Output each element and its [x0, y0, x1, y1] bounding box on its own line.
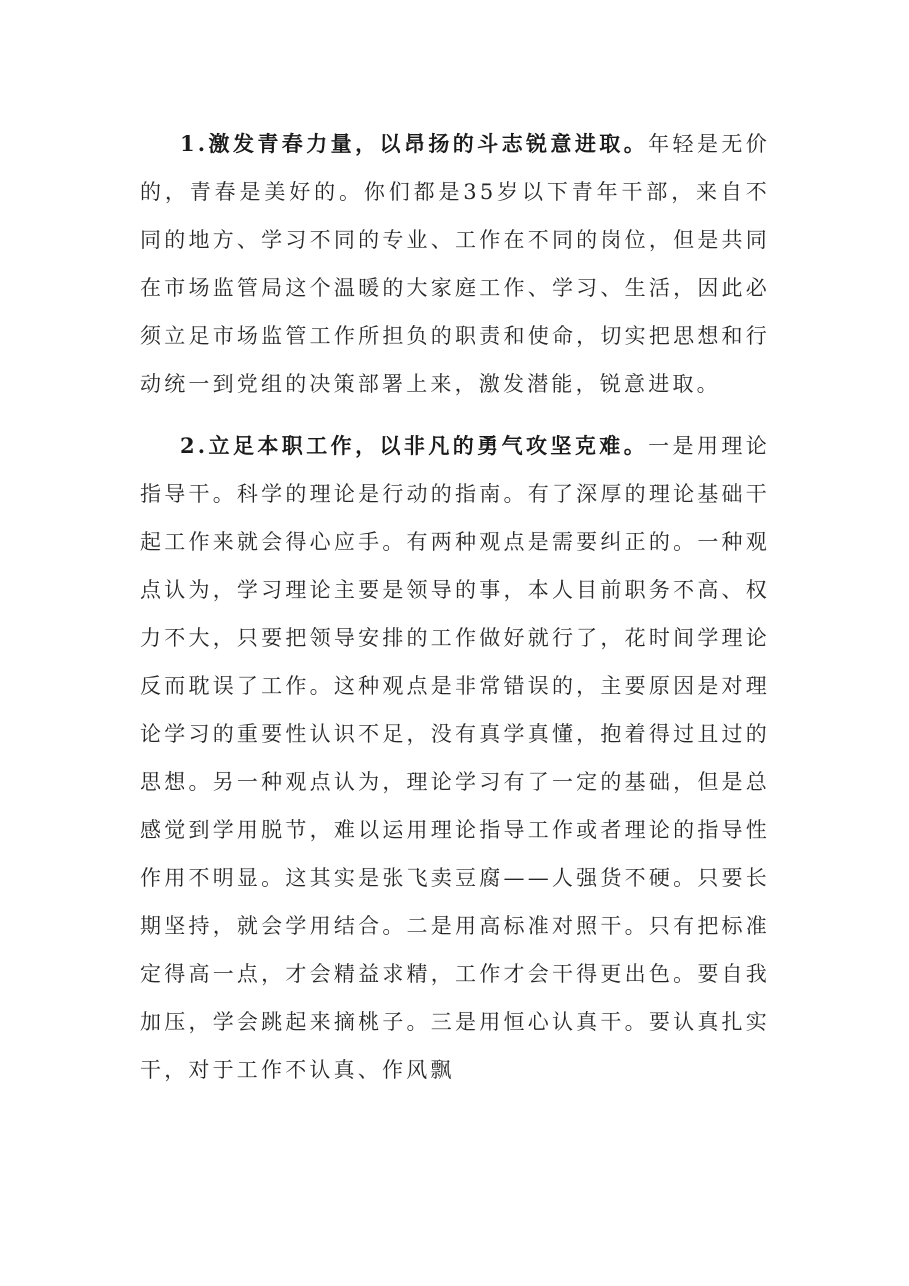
paragraph-2-text: 一是用理论指导干。科学的理论是行动的指南。有了深厚的理论基础干起工作来就会得心应手。有两种观点是需要纠正的。一种观点认为，学习理论主要是领导的事，本人目前职务不高、权力不大，只要把领导安排的工作做好就行了，花时间学理论反而耽误了工作。这种观点是非常错误的，主要原因是对理论学习的重要性认识不足，没有真学真懂，抱着得过且过的思想。另一种观点认为，理论学习有了一定的基础，但是总感觉到学用脱节，难以运用理论指导工作或者理论的指导性作用不明显。这其实是张飞卖豆腐——人强货不硬。只要长期坚持，就会学用结合。二是用高标准对照干。只有把标准定得高一点，才会精益求精，工作才会干得更出色。要自我加压，学会跳起来摘桃子。三是用恒心认真干。要认真扎实干，对于工作不认真、作风飘: [140, 434, 771, 1082]
document-body: [140, 120, 770, 1108]
paragraph-1-text: 年轻是无价的，青春是美好的。你们都是35岁以下青年干部，来自不同的地方、学习不同的专业、工作在不同的岗位，但是共同在市场监管局这个温暖的大家庭工作、学习、生活，因此必须立足市场监管工作所担负的职责和使命，切实把思想和行动统一到党组的决策部署上来，激发潜能，锐意进取。: [140, 132, 771, 396]
paragraph-1: [140, 120, 770, 408]
paragraph-2: [140, 422, 770, 1094]
paragraph-1-heading: 1.激发青春力量，以昂扬的斗志锐意进取。: [180, 131, 649, 156]
paragraph-2-heading: 2.立足本职工作，以非凡的勇气攻坚克难。: [180, 433, 649, 458]
